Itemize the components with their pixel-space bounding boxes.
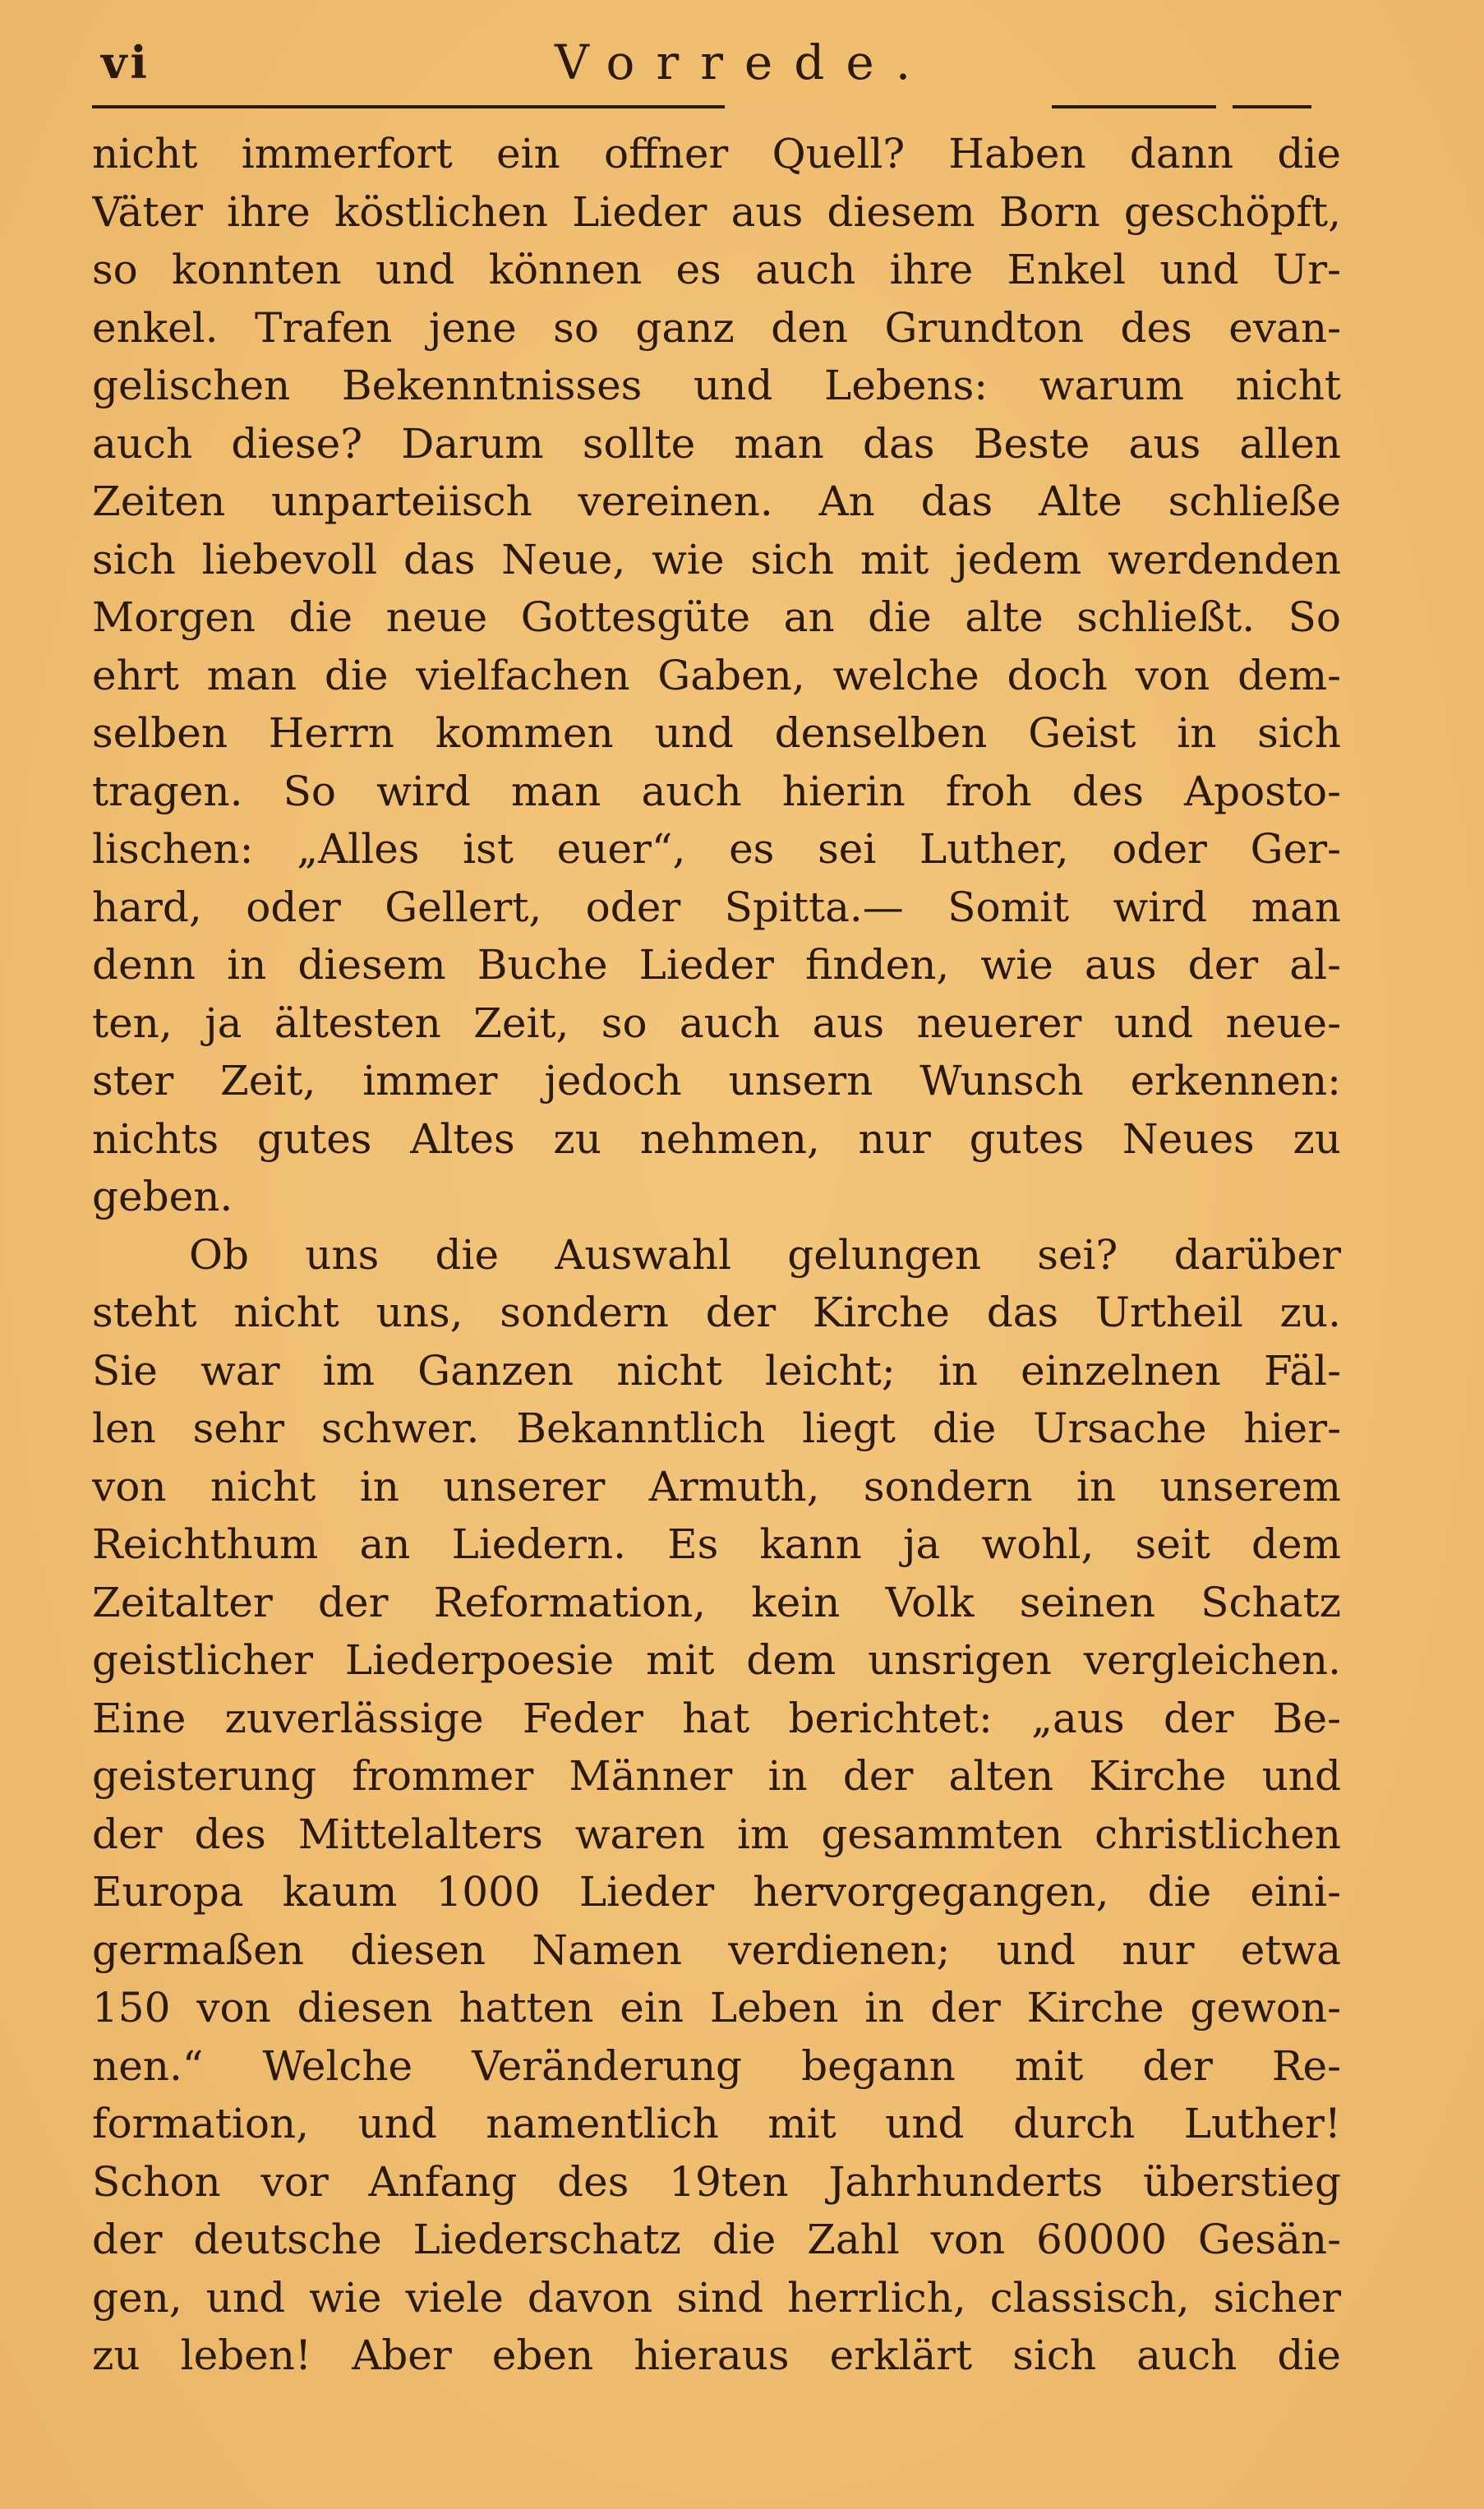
text-line: Europa kaum 1000 Lieder hervorgegangen, die eini- xyxy=(92,1868,1341,1916)
text-line: nicht immerfort ein offner Quell? Haben dann die xyxy=(92,130,1341,178)
text-line: 150 von diesen hatten ein Leben in der Kirche gewon- xyxy=(92,1984,1341,2032)
text-line: formation, und namentlich mit und durch Luther! xyxy=(92,2100,1341,2147)
text-line: nen.“ Welche Veränderung begann mit der Re- xyxy=(92,2041,1341,2090)
text-line: geistlicher Liederpoesie mit dem unsrigen vergleichen. xyxy=(92,1636,1341,1684)
text-line: tragen. So wird man auch hierin froh des Aposto- xyxy=(92,767,1341,815)
text-line: germaßen diesen Namen verdienen; und nur etwa xyxy=(92,1926,1341,1974)
body-text xyxy=(92,125,1341,2385)
text-line: Schon vor Anfang des 19ten Jahrhunderts überstieg xyxy=(92,2157,1341,2206)
text-line: ster Zeit, immer jedoch unsern Wunsch erkennen: xyxy=(92,1057,1341,1105)
text-line: len sehr schwer. Bekanntlich liegt die Ursache hier- xyxy=(92,1404,1341,1452)
text-line: geisterung frommer Männer in der alten Kirche und xyxy=(92,1752,1341,1800)
header-rule xyxy=(92,105,725,108)
text-line: steht nicht uns, sondern der Kirche das Urtheil zu. xyxy=(92,1289,1341,1336)
text-line: gelischen Bekenntnisses und Lebens: warum nicht xyxy=(92,362,1341,409)
text-line: Reichthum an Liedern. Es kann ja wohl, seit dem xyxy=(92,1520,1341,1568)
header-rule xyxy=(1233,105,1311,108)
text-line: Sie war im Ganzen nicht leicht; in einzelnen Fäl- xyxy=(92,1346,1341,1395)
text-line: hard, oder Gellert, oder Spitta.— Somit wird man xyxy=(92,883,1341,931)
text-line: so konnten und können es auch ihre Enkel und Ur- xyxy=(92,246,1341,293)
text-line: Morgen die neue Gottesgüte an die alte schließt. So xyxy=(92,593,1341,641)
text-line: der deutsche Liederschatz die Zahl von 60000 Gesän- xyxy=(92,2216,1341,2263)
text-line: von nicht in unserer Armuth, sondern in unserem xyxy=(92,1462,1341,1510)
text-line: Eine zuverlässige Feder hat berichtet: „aus der Be- xyxy=(92,1694,1341,1742)
page-number: vi xyxy=(101,36,150,89)
text-line: Zeitalter der Reformation, kein Volk seinen Schatz xyxy=(92,1578,1341,1626)
text-line: sich liebevoll das Neue, wie sich mit jedem werdenden xyxy=(92,535,1341,583)
page-header xyxy=(94,33,1343,99)
text-line: denn in diesem Buche Lieder finden, wie aus der al- xyxy=(92,941,1341,989)
text-line: ten, ja ältesten Zeit, so auch aus neuerer und neue- xyxy=(92,999,1341,1047)
text-line: ehrt man die vielfachen Gaben, welche doch von dem- xyxy=(92,651,1341,699)
text-line: zu leben! Aber eben hieraus erklärt sich auch die xyxy=(92,2331,1341,2379)
text-line: selben Herrn kommen und denselben Geist in sich xyxy=(92,709,1341,757)
text-line: enkel. Trafen jene so ganz den Grundton des evan- xyxy=(92,303,1341,352)
header-rule xyxy=(1052,105,1216,108)
text-line: Zeiten unparteiisch vereinen. An das Alte schließe xyxy=(92,477,1341,525)
running-head: Vorrede. xyxy=(555,35,933,90)
text-line: der des Mittelalters waren im gesammten christlichen xyxy=(92,1810,1341,1858)
paragraph-start-line: Ob uns die Auswahl gelungen sei? darüber xyxy=(189,1230,1341,1279)
text-line: gen, und wie viele davon sind herrlich, classisch, sicher xyxy=(92,2273,1341,2322)
paragraph-end-line: geben. xyxy=(92,1173,233,1220)
text-line: Väter ihre köstlichen Lieder aus diesem Born geschöpft, xyxy=(92,187,1341,236)
text-line: auch diese? Darum sollte man das Beste aus allen xyxy=(92,419,1341,468)
text-line: nichts gutes Altes zu nehmen, nur gutes Neues zu xyxy=(92,1114,1341,1163)
text-line: lischen: „Alles ist euer“, es sei Luther, oder Ger- xyxy=(92,825,1341,873)
